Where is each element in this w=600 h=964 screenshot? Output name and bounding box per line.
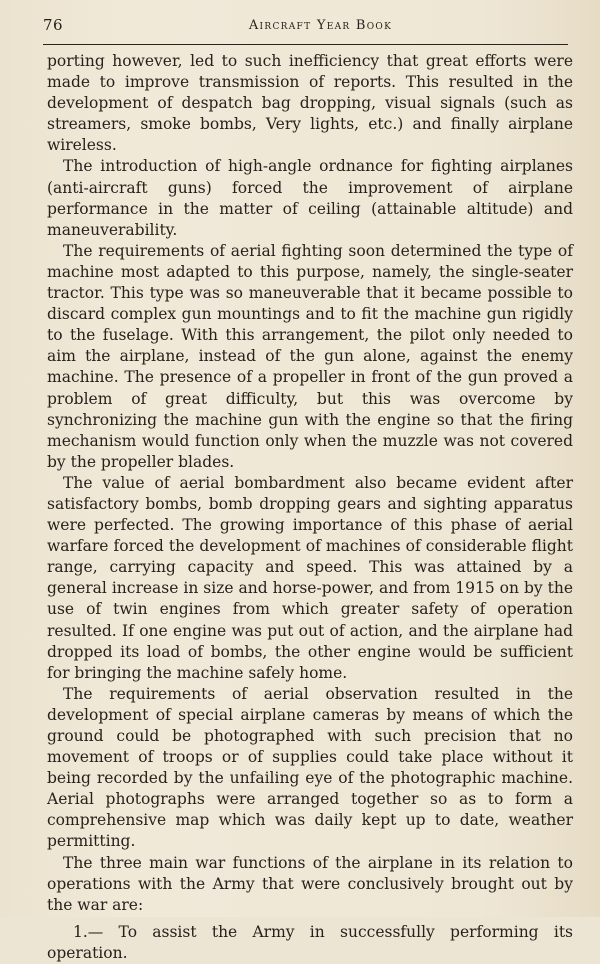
- paragraph: The requirements of aerial fighting soon determined the type of machine most adapted to this purpose, namely, the single-seater tractor. This type was so maneuverable that it became possible to discard complex gun mountings and to fit the machine gun rigidly to the fuselage. With this arrangement, the pilot only needed to aim the airplane, instead of the gun alone, against the enemy machine. The presence of a propeller in front of the gun proved a problem of great difficulty, but this was overcome by synchronizing the machine gun with the engine so that the firing mechanism would function only when the muzzle was not covered by the propeller blades.: [47, 241, 573, 471]
- body-text: [47, 51, 573, 964]
- paragraph: The introduction of high-angle ordnance for fighting airplanes (anti-aircraft guns) forced the improvement of airplane performance in the matter of ceiling (attainable altitude) and maneuverability.: [47, 157, 573, 239]
- running-head: Aircraft Year Book: [248, 18, 393, 33]
- paragraph: The value of aerial bombardment also became evident after satisfactory bombs, bomb dropping gears and sighting apparatus were perfected. The growing importance of this phase of aerial warfare forced the development of machines of considerable flight range, carrying capacity and speed. This was attained by a general increase in size and horse-power, and from 1915 on by the use of twin engines from which greater safety of operation resulted. If one engine was put out of action, and the airplane had dropped its load of bombs, the other engine would be sufficient for bringing the machine safely home.: [47, 473, 573, 682]
- paragraph: The requirements of aerial observation resulted in the development of special airplane cameras by means of which the ground could be photographed with such precision that no movement of troops or of supplies could take place without it being recorded by the unfailing eye of the photographic machine. Aerial photographs were arranged together so as to form a comprehensive map which was daily kept up to date, weather permitting.: [47, 684, 573, 851]
- list-item: 1.— To assist the Army in successfully performing its operation.: [47, 922, 573, 962]
- page-number: 76: [43, 16, 64, 34]
- paragraph: The three main war functions of the airplane in its relation to operations with the Army that were conclusively brought out by the war are:: [47, 853, 573, 914]
- header-rule: [43, 44, 568, 45]
- paragraph: porting however, led to such inefficiency that great efforts were made to improve transmission of reports. This resulted in the development of despatch bag dropping, visual signals (such as streamers, smoke bombs, Very lights, etc.) and finally airplane wireless.: [47, 52, 573, 155]
- page-header: [43, 14, 568, 40]
